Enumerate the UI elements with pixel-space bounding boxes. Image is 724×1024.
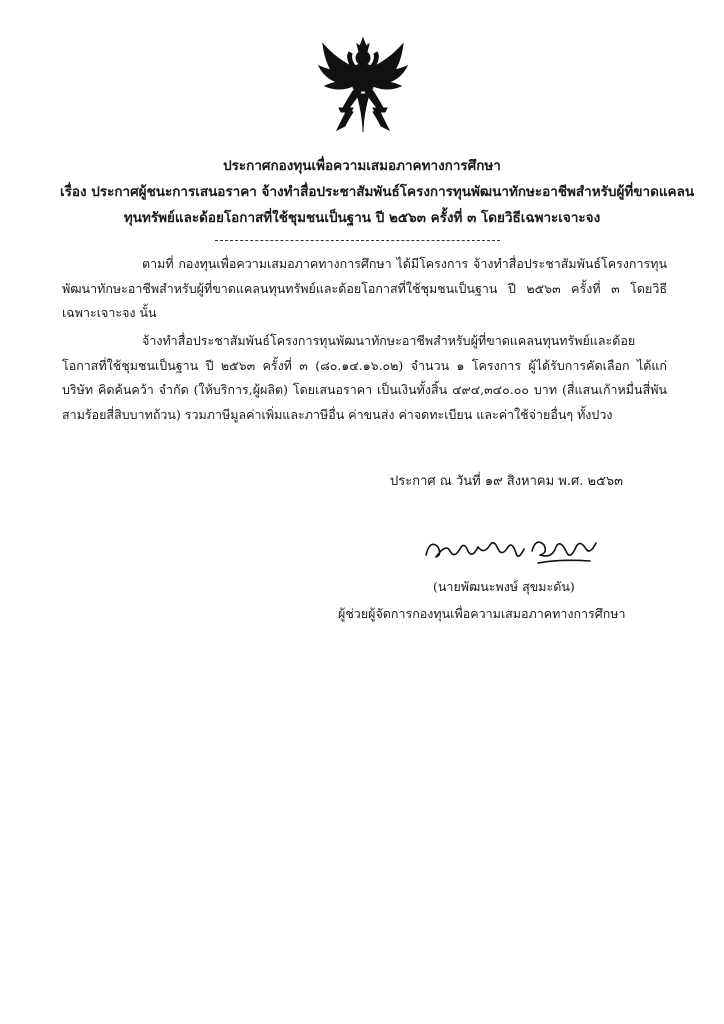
signer-name: (นายพัฒนะพงษ์ สุขมะดัน) [433,579,575,594]
signature-image [420,525,600,571]
subject-line-1: เรื่อง ประกาศผู้ชนะการเสนอราคา จ้างทำสื่อประชาสัมพันธ์โครงการทุนพัฒนาทักษะอาชีพสำหรับผู้ที่ขาดแคลน [60,184,695,200]
body-paragraph-2 [62,329,667,427]
signer-title: ผู้ช่วยผู้จัดการกองทุนเพื่อความเสมอภาคทางการศึกษา [338,606,626,621]
section-divider [215,240,500,241]
paragraph-2-text: จ้างทำสื่อประชาสัมพันธ์โครงการทุนพัฒนาทักษะอาชีพสำหรับผู้ที่ขาดแคลนทุนทรัพย์และด้อยโอกาสที่ใช้ชุมชนเป็นฐาน ปี ๒๕๖๓ ครั้งที่ ๓ (๘๐.๑๔.๑๖.๐๒) จำนวน ๑ โครงการ ผู้ได้รับการคัดเลือก ได้แก่ บริษัท คิดค้นคว้า จำกัด (ให้บริการ,ผู้ผลิต) โดยเสนอราคา เป็นเงินทั้งสิ้น ๔๙๔,๓๔๐.๐๐ บาท (สี่แสนเก้าหมื่นสี่พันสามร้อยสี่สิบบาทถ้วน) รวมภาษีมูลค่าเพิ่มและภาษีอื่น ค่าขนส่ง ค่าจดทะเบียน และค่าใช้จ่ายอื่นๆ ทั้งปวง [62,333,667,422]
garuda-emblem-icon [317,36,409,136]
announcement-title: ประกาศกองทุนเพื่อความเสมอภาคทางการศึกษา [223,158,501,174]
announce-date: ประกาศ ณ วันที่ ๑๙ สิงหาคม พ.ศ. ๒๕๖๓ [390,474,624,489]
body-paragraph-1 [62,252,667,326]
subject-line-2: ทุนทรัพย์และด้อยโอกาสที่ใช้ชุมชนเป็นฐาน ปี ๒๕๖๓ ครั้งที่ ๓ โดยวิธีเฉพาะเจาะจง [123,210,601,226]
paragraph-1-text: ตามที่ กองทุนเพื่อความเสมอภาคทางการศึกษา ได้มีโครงการ จ้างทำสื่อประชาสัมพันธ์โครงการทุนพัฒนาทักษะอาชีพสำหรับผู้ที่ขาดแคลนทุนทรัพย์และด้อยโอกาสที่ใช้ชุมชนเป็นฐาน ปี ๒๕๖๓ ครั้งที่ ๓ โดยวิธีเฉพาะเจาะจง นั้น [62,256,667,320]
